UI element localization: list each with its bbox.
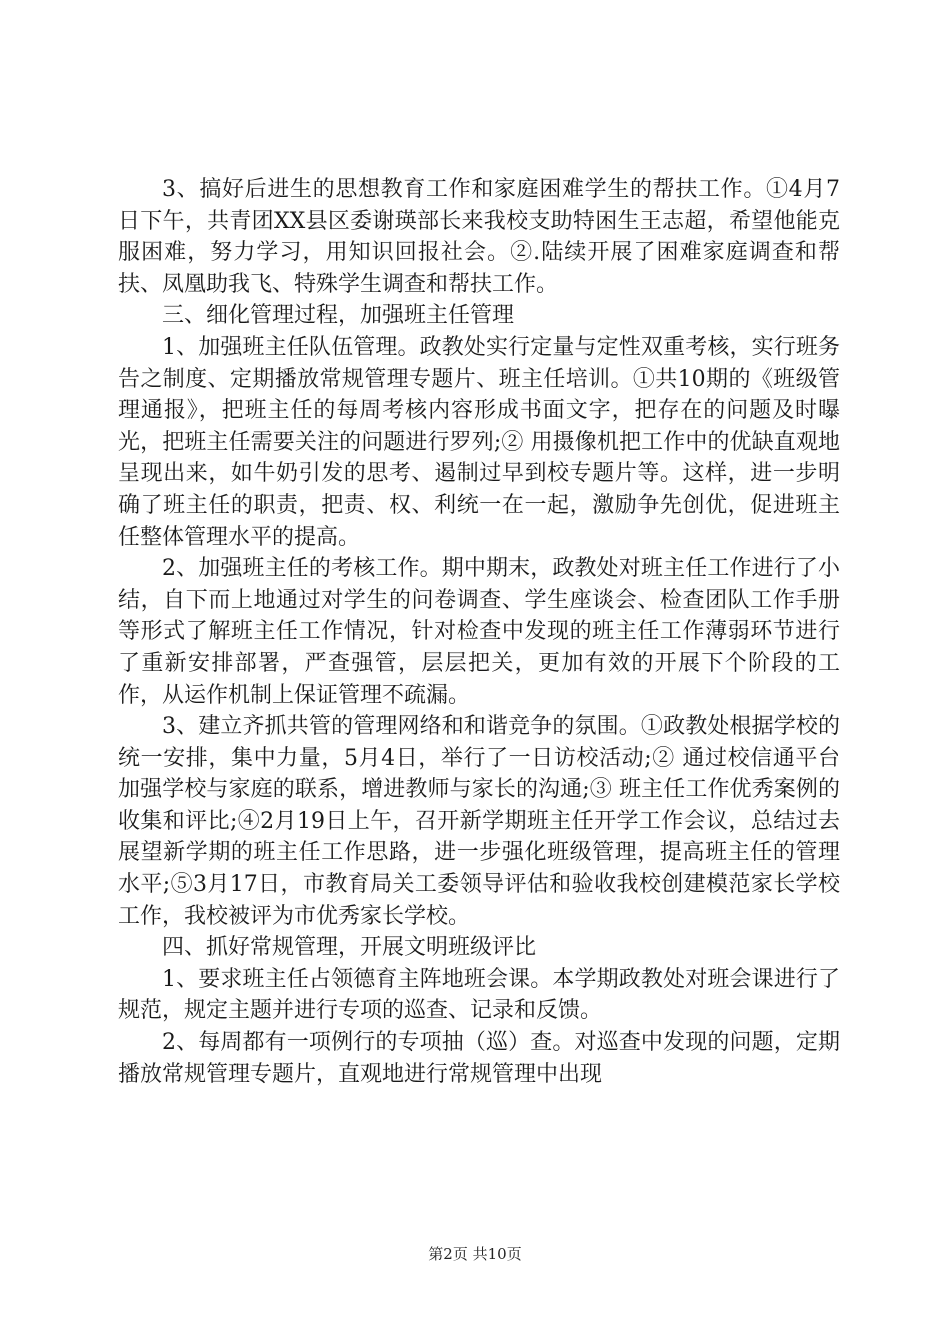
section-heading-3: 三、细化管理过程，加强班主任管理 <box>162 303 515 329</box>
paragraph-5: 1、要求班主任占领德育主阵地班会课。本学期政教处对班会课进行了规范，规定主题并进行专项的巡查、记录和反馈。 <box>118 966 840 1024</box>
paragraph-2: 1、加强班主任队伍管理。政教处实行定量与定性双重考核，实行班务告之制度、定期播放常规管理专题片、班主任培训。①共10期的《班级管理通报》，把班主任的每周考核内容形成书面文字，把存在的问题及时曝光，把班主任需要关注的问题进行罗列;② 用摄像机把工作中的优缺直观地呈现出来，如牛奶引发的思考、遏制过早到校专题片等。这样，进一步明确了班主任的职责，把责、权、利统一在一起，激励争先创优，促进班主任整体管理水平的提高。 <box>118 334 840 550</box>
paragraph-1: 3、搞好后进生的思想教育工作和家庭困难学生的帮扶工作。①4月7日下午，共青团XX县区委谢瑛部长来我校支助特困生王志超，希望他能克服困难，努力学习，用知识回报社会。②.陆续开展了困难家庭调查和帮扶、凤凰助我飞、特殊学生调查和帮扶工作。 <box>118 177 840 297</box>
page-footer: 第2页 共10页 <box>428 1245 522 1263</box>
section-heading-4: 四、抓好常规管理，开展文明班级评比 <box>162 935 537 961</box>
document-body <box>118 174 840 1090</box>
paragraph-4: 3、建立齐抓共管的管理网络和和谐竞争的氛围。①政教处根据学校的统一安排，集中力量，5月4日，举行了一日访校活动;② 通过校信通平台加强学校与家庭的联系，增进教师与家长的沟通;③ 班主任工作优秀案例的收集和评比;④2月19日上午，召开新学期班主任开学工作会议，总结过去展望新学期的班主任工作思路，进一步强化班级管理，提高班主任的管理水平;⑤3月17日，市教育局关工委领导评估和验收我校创建模范家长学校工作，我校被评为市优秀家长学校。 <box>118 714 840 929</box>
paragraph-3: 2、加强班主任的考核工作。期中期末，政教处对班主任工作进行了小结，自下而上地通过对学生的问卷调查、学生座谈会、检查团队工作手册等形式了解班主任工作情况，针对检查中发现的班主任工作薄弱环节进行了重新安排部署，严查强管，层层把关，更加有效的开展下个阶段的工作，从运作机制上保证管理不疏漏。 <box>118 556 840 708</box>
paragraph-6: 2、每周都有一项例行的专项抽（巡）查。对巡查中发现的问题，定期播放常规管理专题片，直观地进行常规管理中出现 <box>118 1030 840 1087</box>
